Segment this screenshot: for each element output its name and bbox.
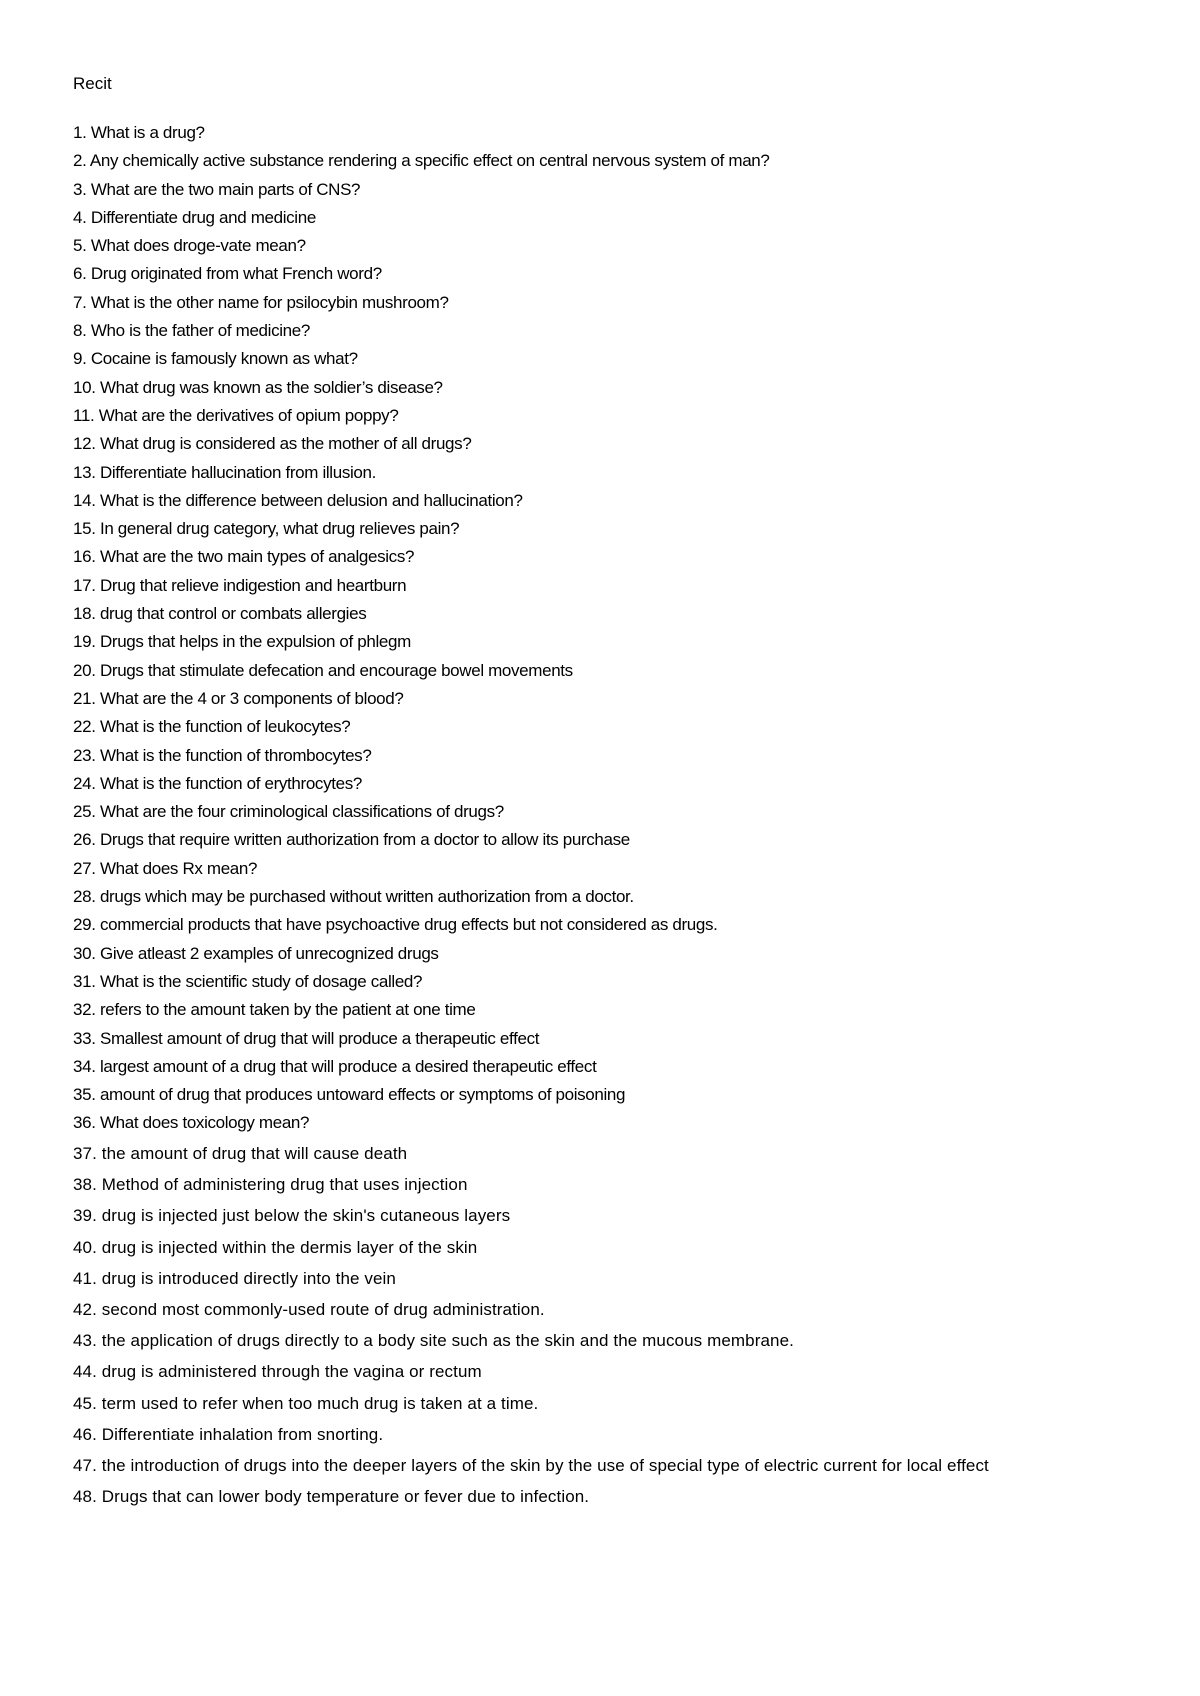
question-item: 24. What is the function of erythrocytes? [73, 773, 362, 793]
question-item: 12. What drug is considered as the mother of all drugs? [73, 434, 472, 454]
question-item: 20. Drugs that stimulate defecation and encourage bowel movements [73, 660, 573, 680]
question-item: 6. Drug originated from what French word? [73, 264, 382, 284]
question-item: 5. What does droge-vate mean? [73, 236, 306, 256]
question-item: 9. Cocaine is famously known as what? [73, 349, 358, 369]
question-item: 10. What drug was known as the soldier’s disease? [73, 377, 443, 397]
question-item: 31. What is the scientific study of dosage called? [73, 971, 423, 991]
question-item: 21. What are the 4 or 3 components of blood? [73, 688, 404, 708]
question-item: 34. largest amount of a drug that will produce a desired therapeutic effect [73, 1056, 597, 1076]
question-item: 44. drug is administered through the vagina or rectum [73, 1362, 482, 1382]
question-item: 32. refers to the amount taken by the patient at one time [73, 1000, 476, 1020]
question-item: 22. What is the function of leukocytes? [73, 717, 351, 737]
question-item: 25. What are the four criminological classifications of drugs? [73, 802, 504, 822]
question-item: 19. Drugs that helps in the expulsion of phlegm [73, 632, 411, 652]
question-item: 13. Differentiate hallucination from illusion. [73, 462, 376, 482]
question-item: 28. drugs which may be purchased without written authorization from a doctor. [73, 887, 634, 907]
question-item: 2. Any chemically active substance rendering a specific effect on central nervous system of man? [73, 151, 770, 171]
question-item: 30. Give atleast 2 examples of unrecognized drugs [73, 943, 439, 963]
question-item: 7. What is the other name for psilocybin mushroom? [73, 292, 449, 312]
question-item: 3. What are the two main parts of CNS? [73, 179, 361, 199]
question-item: 43. the application of drugs directly to a body site such as the skin and the mucous membrane. [73, 1331, 794, 1351]
question-item: 8. Who is the father of medicine? [73, 321, 310, 341]
question-item: 40. drug is injected within the dermis layer of the skin [73, 1237, 478, 1257]
question-list-part-1 [73, 119, 1133, 1138]
question-item: 37. the amount of drug that will cause death [73, 1144, 408, 1163]
question-item: 46. Differentiate inhalation from snorting. [73, 1424, 384, 1444]
question-item: 45. term used to refer when too much drug is taken at a time. [73, 1393, 539, 1413]
question-item: 33. Smallest amount of drug that will produce a therapeutic effect [73, 1028, 540, 1048]
question-item: 23. What is the function of thrombocytes? [73, 745, 372, 765]
question-item: 41. drug is introduced directly into the vein [73, 1268, 396, 1288]
question-item: 14. What is the difference between delusion and hallucination? [73, 490, 523, 510]
question-item: 36. What does toxicology mean? [73, 1113, 310, 1133]
question-item: 27. What does Rx mean? [73, 858, 258, 878]
question-item: 1. What is a drug? [73, 123, 205, 142]
question-item: 15. In general drug category, what drug relieves pain? [73, 519, 460, 539]
question-item: 48. Drugs that can lower body temperature or fever due to infection. [73, 1487, 590, 1507]
question-item: 18. drug that control or combats allergies [73, 604, 367, 624]
question-item: 35. amount of drug that produces untoward effects or symptoms of poisoning [73, 1085, 626, 1105]
question-item: 11. What are the derivatives of opium poppy? [73, 405, 399, 425]
question-item: 39. drug is injected just below the skin's cutaneous layers [73, 1206, 511, 1226]
question-item: 4. Differentiate drug and medicine [73, 207, 316, 227]
question-item: 38. Method of administering drug that uses injection [73, 1175, 468, 1195]
question-item: 17. Drug that relieve indigestion and heartburn [73, 575, 407, 595]
question-item: 47. the introduction of drugs into the deeper layers of the skin by the use of special type of electric current for local effect [73, 1456, 989, 1476]
question-list-part-2 [73, 1138, 1143, 1512]
question-item: 29. commercial products that have psychoactive drug effects but not considered as drugs. [73, 915, 718, 935]
question-item: 16. What are the two main types of analgesics? [73, 547, 415, 567]
question-item: 42. second most commonly-used route of drug administration. [73, 1300, 545, 1320]
question-item: 26. Drugs that require written authorization from a doctor to allow its purchase [73, 830, 630, 850]
document-title: Recit [73, 74, 112, 93]
